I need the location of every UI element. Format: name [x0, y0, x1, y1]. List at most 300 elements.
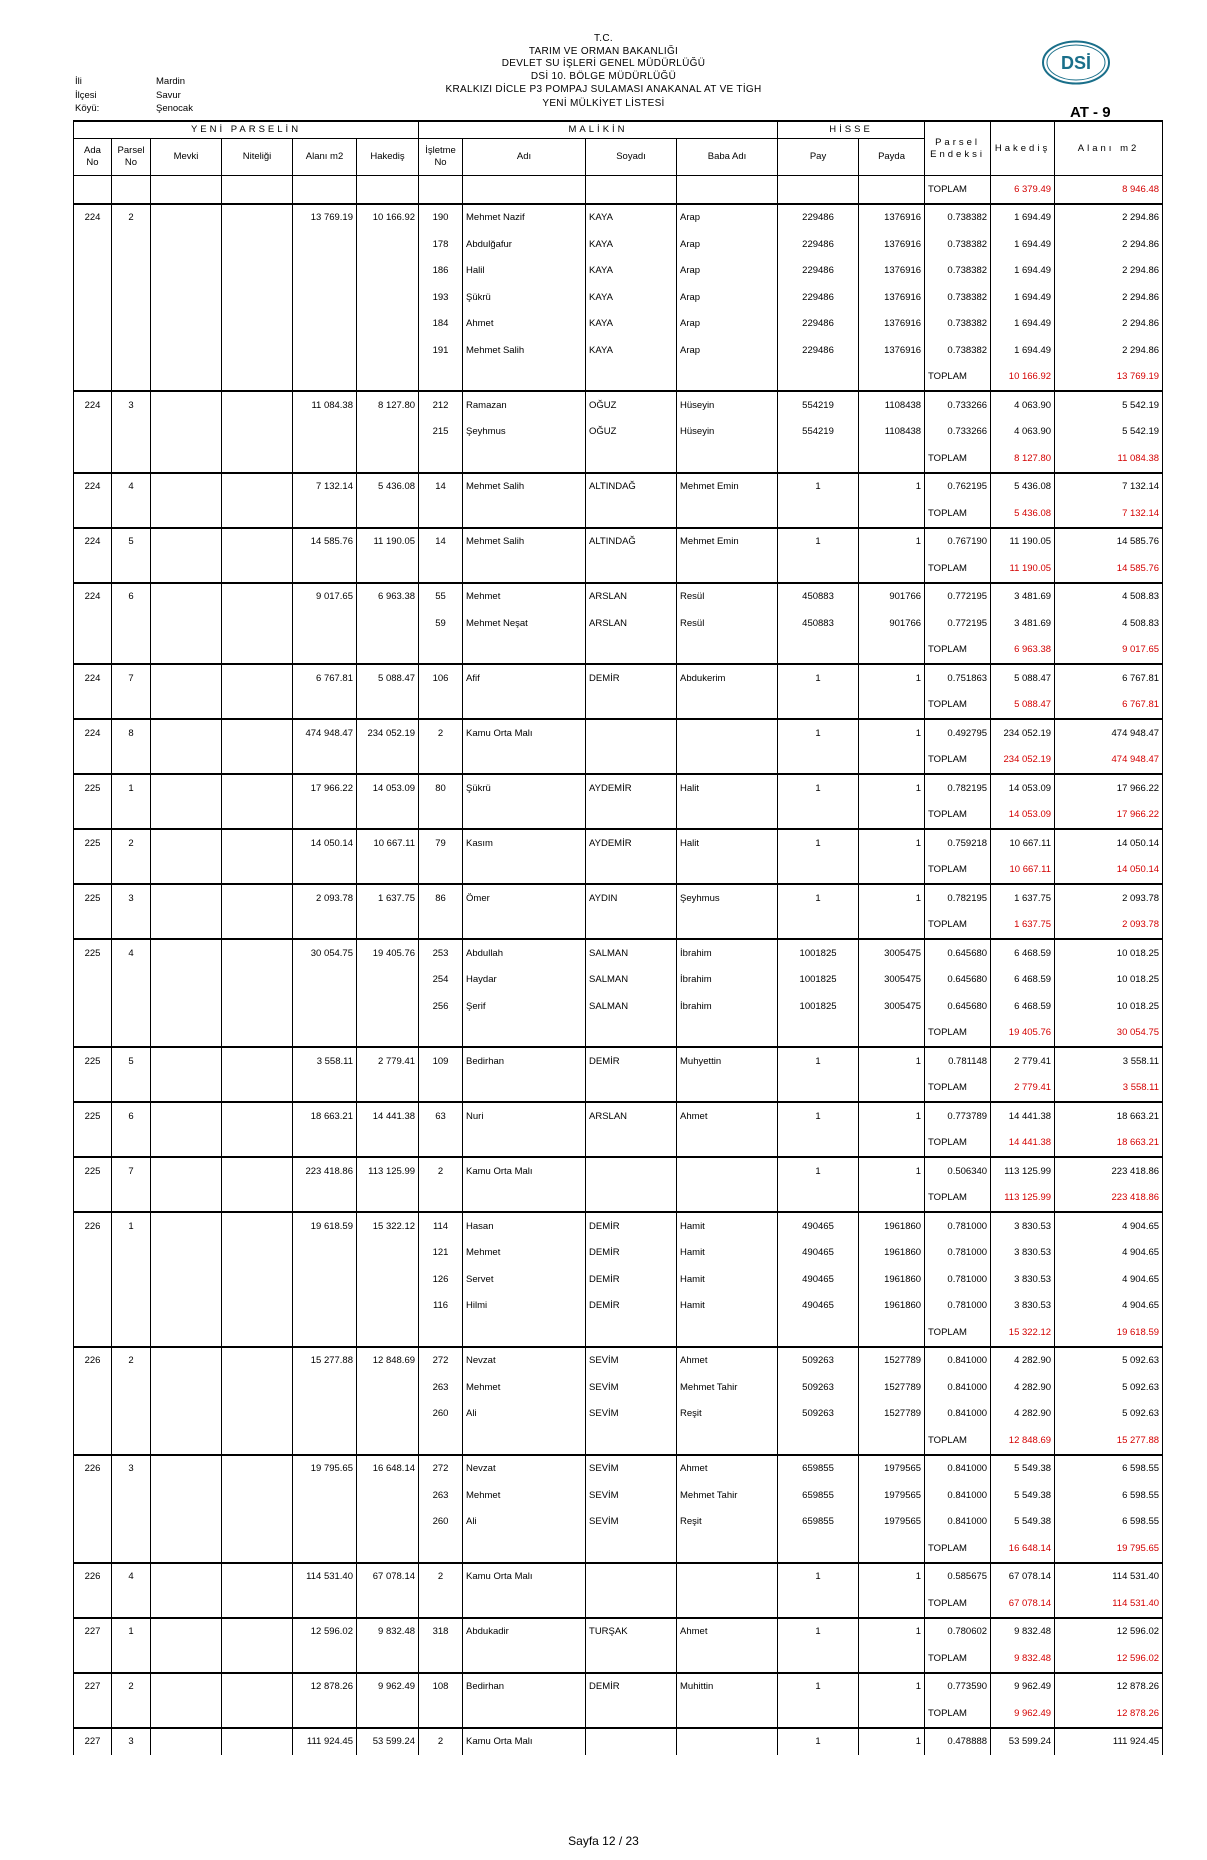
nitelik-cell	[222, 1240, 293, 1267]
empty-cell	[586, 1645, 677, 1673]
empty-cell	[778, 692, 859, 720]
alan-cell	[293, 993, 357, 1020]
ada-cell	[74, 337, 112, 364]
empty-cell	[112, 912, 151, 940]
empty-cell	[419, 857, 463, 885]
total-hakedis: 6 963.38	[991, 637, 1055, 665]
total-row	[74, 364, 1163, 392]
table-row	[74, 1618, 1163, 1646]
alan-cell	[293, 231, 357, 258]
empty-cell	[357, 1535, 419, 1563]
mevki-cell	[151, 311, 222, 338]
adi-cell: Mehmet	[463, 1374, 586, 1401]
empty-cell	[586, 176, 677, 204]
logo-text: DSİ	[1060, 53, 1092, 73]
table-row	[74, 1455, 1163, 1483]
owner-hakedis-cell: 3 830.53	[991, 1212, 1055, 1240]
isletme-cell: 260	[419, 1401, 463, 1428]
empty-cell	[222, 747, 293, 775]
nitelik-cell	[222, 664, 293, 692]
empty-cell	[778, 857, 859, 885]
hakedis-cell: 10 667.11	[357, 829, 419, 857]
empty-cell	[677, 1319, 778, 1347]
soyadi-cell: DEMİR	[586, 1266, 677, 1293]
soyadi-cell	[586, 1157, 677, 1185]
empty-cell	[74, 857, 112, 885]
ada-cell: 226	[74, 1347, 112, 1375]
group-hisse: HİSSE	[778, 121, 925, 139]
carry-total-row	[74, 176, 1163, 204]
total-alan: 8 946.48	[1055, 176, 1163, 204]
alan-cell: 3 558.11	[293, 1047, 357, 1075]
col-hakedis2: Hakediş	[991, 121, 1055, 176]
empty-cell	[586, 692, 677, 720]
empty-cell	[112, 364, 151, 392]
total-hakedis: 234 052.19	[991, 747, 1055, 775]
table-row	[74, 610, 1163, 637]
empty-cell	[112, 1130, 151, 1158]
adi-cell: Kamu Orta Malı	[463, 1728, 586, 1756]
table-row	[74, 337, 1163, 364]
empty-cell	[222, 1319, 293, 1347]
parsel-cell: 2	[112, 204, 151, 232]
total-label: TOPLAM	[925, 1427, 991, 1455]
table-row	[74, 258, 1163, 285]
nitelik-cell	[222, 528, 293, 556]
hakedis-cell: 16 648.14	[357, 1455, 419, 1483]
pay-cell: 659855	[778, 1455, 859, 1483]
empty-cell	[112, 747, 151, 775]
owner-hakedis-cell: 9 962.49	[991, 1673, 1055, 1701]
empty-cell	[357, 747, 419, 775]
empty-cell	[151, 637, 222, 665]
empty-cell	[74, 1535, 112, 1563]
pay-cell: 1	[778, 1563, 859, 1591]
empty-cell	[112, 1700, 151, 1728]
empty-cell	[778, 637, 859, 665]
owner-hakedis-cell: 6 468.59	[991, 939, 1055, 967]
col-alan: Alanı m2	[293, 139, 357, 176]
empty-cell	[74, 1700, 112, 1728]
total-alan: 19 618.59	[1055, 1319, 1163, 1347]
nitelik-cell	[222, 473, 293, 501]
empty-cell	[112, 445, 151, 473]
empty-cell	[677, 1427, 778, 1455]
empty-cell	[463, 912, 586, 940]
empty-cell	[357, 500, 419, 528]
total-row	[74, 912, 1163, 940]
owner-hakedis-cell: 3 481.69	[991, 583, 1055, 611]
empty-cell	[859, 1590, 925, 1618]
empty-cell	[222, 445, 293, 473]
ownership-table	[73, 120, 1163, 1755]
isletme-cell: 2	[419, 1157, 463, 1185]
nitelik-cell	[222, 829, 293, 857]
hakedis-cell	[357, 1240, 419, 1267]
empty-cell	[74, 802, 112, 830]
mevki-cell	[151, 1455, 222, 1483]
payda-cell: 1961860	[859, 1293, 925, 1320]
table-row	[74, 1266, 1163, 1293]
empty-cell	[112, 857, 151, 885]
owner-alan-cell: 4 904.65	[1055, 1240, 1163, 1267]
empty-cell	[222, 692, 293, 720]
payda-cell: 1979565	[859, 1455, 925, 1483]
total-hakedis: 5 088.47	[991, 692, 1055, 720]
adi-cell: Ömer	[463, 884, 586, 912]
alan-cell	[293, 1482, 357, 1509]
owner-hakedis-cell: 4 282.90	[991, 1374, 1055, 1401]
ilce-value: Savur	[156, 90, 181, 101]
empty-cell	[112, 176, 151, 204]
table-row	[74, 528, 1163, 556]
nitelik-cell	[222, 391, 293, 419]
hakedis-cell: 10 166.92	[357, 204, 419, 232]
total-label: TOPLAM	[925, 176, 991, 204]
col-isletme: İşletme No	[419, 139, 463, 176]
owner-hakedis-cell: 3 830.53	[991, 1293, 1055, 1320]
empty-cell	[293, 1427, 357, 1455]
endeks-cell: 0.738382	[925, 231, 991, 258]
mevki-cell	[151, 528, 222, 556]
total-hakedis: 16 648.14	[991, 1535, 1055, 1563]
empty-cell	[222, 176, 293, 204]
empty-cell	[778, 1427, 859, 1455]
ada-cell	[74, 993, 112, 1020]
empty-cell	[293, 912, 357, 940]
nitelik-cell	[222, 1509, 293, 1536]
pay-cell: 490465	[778, 1293, 859, 1320]
alan-cell: 19 795.65	[293, 1455, 357, 1483]
ada-cell	[74, 284, 112, 311]
owner-hakedis-cell: 9 832.48	[991, 1618, 1055, 1646]
empty-cell	[74, 445, 112, 473]
parsel-cell: 3	[112, 884, 151, 912]
empty-cell	[151, 692, 222, 720]
endeks-cell: 0.738382	[925, 204, 991, 232]
isletme-cell: 55	[419, 583, 463, 611]
parsel-cell: 6	[112, 583, 151, 611]
empty-cell	[586, 747, 677, 775]
mevki-cell	[151, 719, 222, 747]
alan-cell	[293, 1240, 357, 1267]
total-row	[74, 802, 1163, 830]
soyadi-cell: DEMİR	[586, 664, 677, 692]
ada-cell: 225	[74, 884, 112, 912]
alan-cell	[293, 311, 357, 338]
hakedis-cell	[357, 1266, 419, 1293]
table-row	[74, 284, 1163, 311]
owner-hakedis-cell: 2 779.41	[991, 1047, 1055, 1075]
total-label: TOPLAM	[925, 1590, 991, 1618]
soyadi-cell: OĞUZ	[586, 391, 677, 419]
total-row	[74, 1590, 1163, 1618]
baba-cell: Reşit	[677, 1401, 778, 1428]
endeks-cell: 0.506340	[925, 1157, 991, 1185]
soyadi-cell: DEMİR	[586, 1673, 677, 1701]
baba-cell: İbrahim	[677, 967, 778, 994]
alan-cell: 14 585.76	[293, 528, 357, 556]
adi-cell: Kamu Orta Malı	[463, 719, 586, 747]
empty-cell	[859, 176, 925, 204]
payda-cell: 1	[859, 1157, 925, 1185]
empty-cell	[778, 445, 859, 473]
baba-cell: Hamit	[677, 1266, 778, 1293]
hakedis-cell: 12 848.69	[357, 1347, 419, 1375]
adi-cell: Kamu Orta Malı	[463, 1157, 586, 1185]
soyadi-cell	[586, 1563, 677, 1591]
payda-cell: 1	[859, 1618, 925, 1646]
isletme-cell: 178	[419, 231, 463, 258]
total-row	[74, 747, 1163, 775]
ada-cell	[74, 1482, 112, 1509]
isletme-cell: 190	[419, 204, 463, 232]
empty-cell	[419, 1590, 463, 1618]
empty-cell	[293, 1185, 357, 1213]
empty-cell	[778, 1075, 859, 1103]
baba-cell: Ahmet	[677, 1618, 778, 1646]
nitelik-cell	[222, 1157, 293, 1185]
alan-cell: 11 084.38	[293, 391, 357, 419]
owner-alan-cell: 10 018.25	[1055, 967, 1163, 994]
parsel-cell: 8	[112, 719, 151, 747]
alan-cell	[293, 967, 357, 994]
col-alan2: Alanı m2	[1055, 121, 1163, 176]
empty-cell	[151, 747, 222, 775]
empty-cell	[293, 1020, 357, 1048]
hakedis-cell	[357, 1401, 419, 1428]
empty-cell	[112, 1075, 151, 1103]
empty-cell	[112, 555, 151, 583]
owner-alan-cell: 474 948.47	[1055, 719, 1163, 747]
parsel-cell: 2	[112, 829, 151, 857]
parsel-cell: 3	[112, 1455, 151, 1483]
adi-cell: Bedirhan	[463, 1047, 586, 1075]
payda-cell: 1	[859, 664, 925, 692]
endeks-cell: 0.773789	[925, 1102, 991, 1130]
isletme-cell: 191	[419, 337, 463, 364]
empty-cell	[778, 1185, 859, 1213]
table-row	[74, 939, 1163, 967]
total-label: TOPLAM	[925, 802, 991, 830]
parsel-cell: 3	[112, 391, 151, 419]
adi-cell: Şükrü	[463, 774, 586, 802]
empty-cell	[74, 1319, 112, 1347]
empty-cell	[463, 1535, 586, 1563]
soyadi-cell: KAYA	[586, 231, 677, 258]
alan-cell	[293, 1266, 357, 1293]
pay-cell: 1001825	[778, 967, 859, 994]
empty-cell	[778, 1130, 859, 1158]
empty-cell	[151, 1020, 222, 1048]
adi-cell: Ali	[463, 1509, 586, 1536]
empty-cell	[151, 176, 222, 204]
hakedis-cell: 1 637.75	[357, 884, 419, 912]
empty-cell	[586, 1590, 677, 1618]
ada-cell: 224	[74, 719, 112, 747]
isletme-cell: 2	[419, 1563, 463, 1591]
empty-cell	[463, 500, 586, 528]
empty-cell	[151, 1535, 222, 1563]
total-alan: 17 966.22	[1055, 802, 1163, 830]
owner-hakedis-cell: 1 694.49	[991, 204, 1055, 232]
table-row	[74, 311, 1163, 338]
ada-cell	[74, 1266, 112, 1293]
pay-cell: 1	[778, 664, 859, 692]
nitelik-cell	[222, 939, 293, 967]
alan-cell: 9 017.65	[293, 583, 357, 611]
payda-cell: 1376916	[859, 258, 925, 285]
empty-cell	[463, 857, 586, 885]
hakedis-cell: 53 599.24	[357, 1728, 419, 1756]
owner-hakedis-cell: 6 468.59	[991, 993, 1055, 1020]
alan-cell: 114 531.40	[293, 1563, 357, 1591]
payda-cell: 1	[859, 1563, 925, 1591]
empty-cell	[74, 912, 112, 940]
total-alan: 114 531.40	[1055, 1590, 1163, 1618]
baba-cell: Mehmet Tahir	[677, 1482, 778, 1509]
owner-alan-cell: 6 767.81	[1055, 664, 1163, 692]
total-label: TOPLAM	[925, 364, 991, 392]
adi-cell: Mehmet	[463, 1240, 586, 1267]
isletme-cell: 186	[419, 258, 463, 285]
empty-cell	[586, 1427, 677, 1455]
soyadi-cell: TURŞAK	[586, 1618, 677, 1646]
isletme-cell: 256	[419, 993, 463, 1020]
total-hakedis: 15 322.12	[991, 1319, 1055, 1347]
baba-cell	[677, 1728, 778, 1756]
nitelik-cell	[222, 1401, 293, 1428]
isletme-cell: 114	[419, 1212, 463, 1240]
table-row	[74, 1509, 1163, 1536]
endeks-cell: 0.781000	[925, 1212, 991, 1240]
payda-cell: 1376916	[859, 337, 925, 364]
total-alan: 474 948.47	[1055, 747, 1163, 775]
endeks-cell: 0.762195	[925, 473, 991, 501]
owner-alan-cell: 5 092.63	[1055, 1401, 1163, 1428]
total-label: TOPLAM	[925, 1185, 991, 1213]
group-malik: MALİKİN	[419, 121, 778, 139]
hakedis-cell: 9 962.49	[357, 1673, 419, 1701]
mevki-cell	[151, 337, 222, 364]
empty-cell	[357, 802, 419, 830]
empty-cell	[357, 176, 419, 204]
total-label: TOPLAM	[925, 1700, 991, 1728]
empty-cell	[778, 500, 859, 528]
adi-cell: Mehmet Neşat	[463, 610, 586, 637]
empty-cell	[859, 857, 925, 885]
empty-cell	[293, 364, 357, 392]
owner-hakedis-cell: 14 441.38	[991, 1102, 1055, 1130]
hakedis-cell: 234 052.19	[357, 719, 419, 747]
document-id: AT - 9	[1070, 104, 1111, 121]
isletme-cell: 193	[419, 284, 463, 311]
hakedis-cell	[357, 1293, 419, 1320]
adi-cell: Abdukadir	[463, 1618, 586, 1646]
isletme-cell: 215	[419, 419, 463, 446]
hakedis-cell	[357, 311, 419, 338]
empty-cell	[151, 1700, 222, 1728]
total-label: TOPLAM	[925, 857, 991, 885]
isletme-cell: 253	[419, 939, 463, 967]
nitelik-cell	[222, 610, 293, 637]
empty-cell	[778, 912, 859, 940]
empty-cell	[357, 857, 419, 885]
table-row	[74, 993, 1163, 1020]
owner-alan-cell: 4 508.83	[1055, 610, 1163, 637]
empty-cell	[859, 1535, 925, 1563]
empty-cell	[859, 1130, 925, 1158]
alan-cell: 14 050.14	[293, 829, 357, 857]
parsel-cell: 4	[112, 1563, 151, 1591]
empty-cell	[677, 1645, 778, 1673]
empty-cell	[419, 1645, 463, 1673]
adi-cell: Kasım	[463, 829, 586, 857]
parsel-cell	[112, 311, 151, 338]
total-label: TOPLAM	[925, 1130, 991, 1158]
endeks-cell: 0.492795	[925, 719, 991, 747]
endeks-cell: 0.738382	[925, 337, 991, 364]
mevki-cell	[151, 1266, 222, 1293]
pay-cell: 229486	[778, 258, 859, 285]
empty-cell	[586, 1130, 677, 1158]
total-row	[74, 1535, 1163, 1563]
owner-hakedis-cell: 4 063.90	[991, 391, 1055, 419]
pay-cell: 1	[778, 1728, 859, 1756]
isletme-cell: 121	[419, 1240, 463, 1267]
total-label: TOPLAM	[925, 637, 991, 665]
empty-cell	[74, 1590, 112, 1618]
baba-cell: Resül	[677, 583, 778, 611]
col-nitelik: Niteliği	[222, 139, 293, 176]
alan-cell: 474 948.47	[293, 719, 357, 747]
baba-cell: Hamit	[677, 1240, 778, 1267]
isletme-cell: 212	[419, 391, 463, 419]
empty-cell	[74, 364, 112, 392]
empty-cell	[222, 802, 293, 830]
total-alan: 12 878.26	[1055, 1700, 1163, 1728]
owner-alan-cell: 2 294.86	[1055, 311, 1163, 338]
baba-cell: Hüseyin	[677, 391, 778, 419]
payda-cell: 1108438	[859, 391, 925, 419]
endeks-cell: 0.759218	[925, 829, 991, 857]
empty-cell	[112, 1590, 151, 1618]
owner-alan-cell: 4 904.65	[1055, 1293, 1163, 1320]
owner-alan-cell: 5 092.63	[1055, 1374, 1163, 1401]
baba-cell: Muhyettin	[677, 1047, 778, 1075]
isletme-cell: 14	[419, 528, 463, 556]
empty-cell	[357, 1319, 419, 1347]
total-hakedis: 14 053.09	[991, 802, 1055, 830]
empty-cell	[293, 555, 357, 583]
payda-cell: 1527789	[859, 1374, 925, 1401]
owner-hakedis-cell: 5 549.38	[991, 1509, 1055, 1536]
baba-cell: Arap	[677, 311, 778, 338]
empty-cell	[778, 364, 859, 392]
mevki-cell	[151, 1240, 222, 1267]
isletme-cell: 254	[419, 967, 463, 994]
empty-cell	[293, 1645, 357, 1673]
baba-cell: Hüseyin	[677, 419, 778, 446]
empty-cell	[419, 500, 463, 528]
total-hakedis: 1 637.75	[991, 912, 1055, 940]
empty-cell	[151, 1130, 222, 1158]
empty-cell	[357, 1185, 419, 1213]
empty-cell	[859, 1319, 925, 1347]
endeks-cell: 0.585675	[925, 1563, 991, 1591]
empty-cell	[293, 445, 357, 473]
alan-cell	[293, 284, 357, 311]
